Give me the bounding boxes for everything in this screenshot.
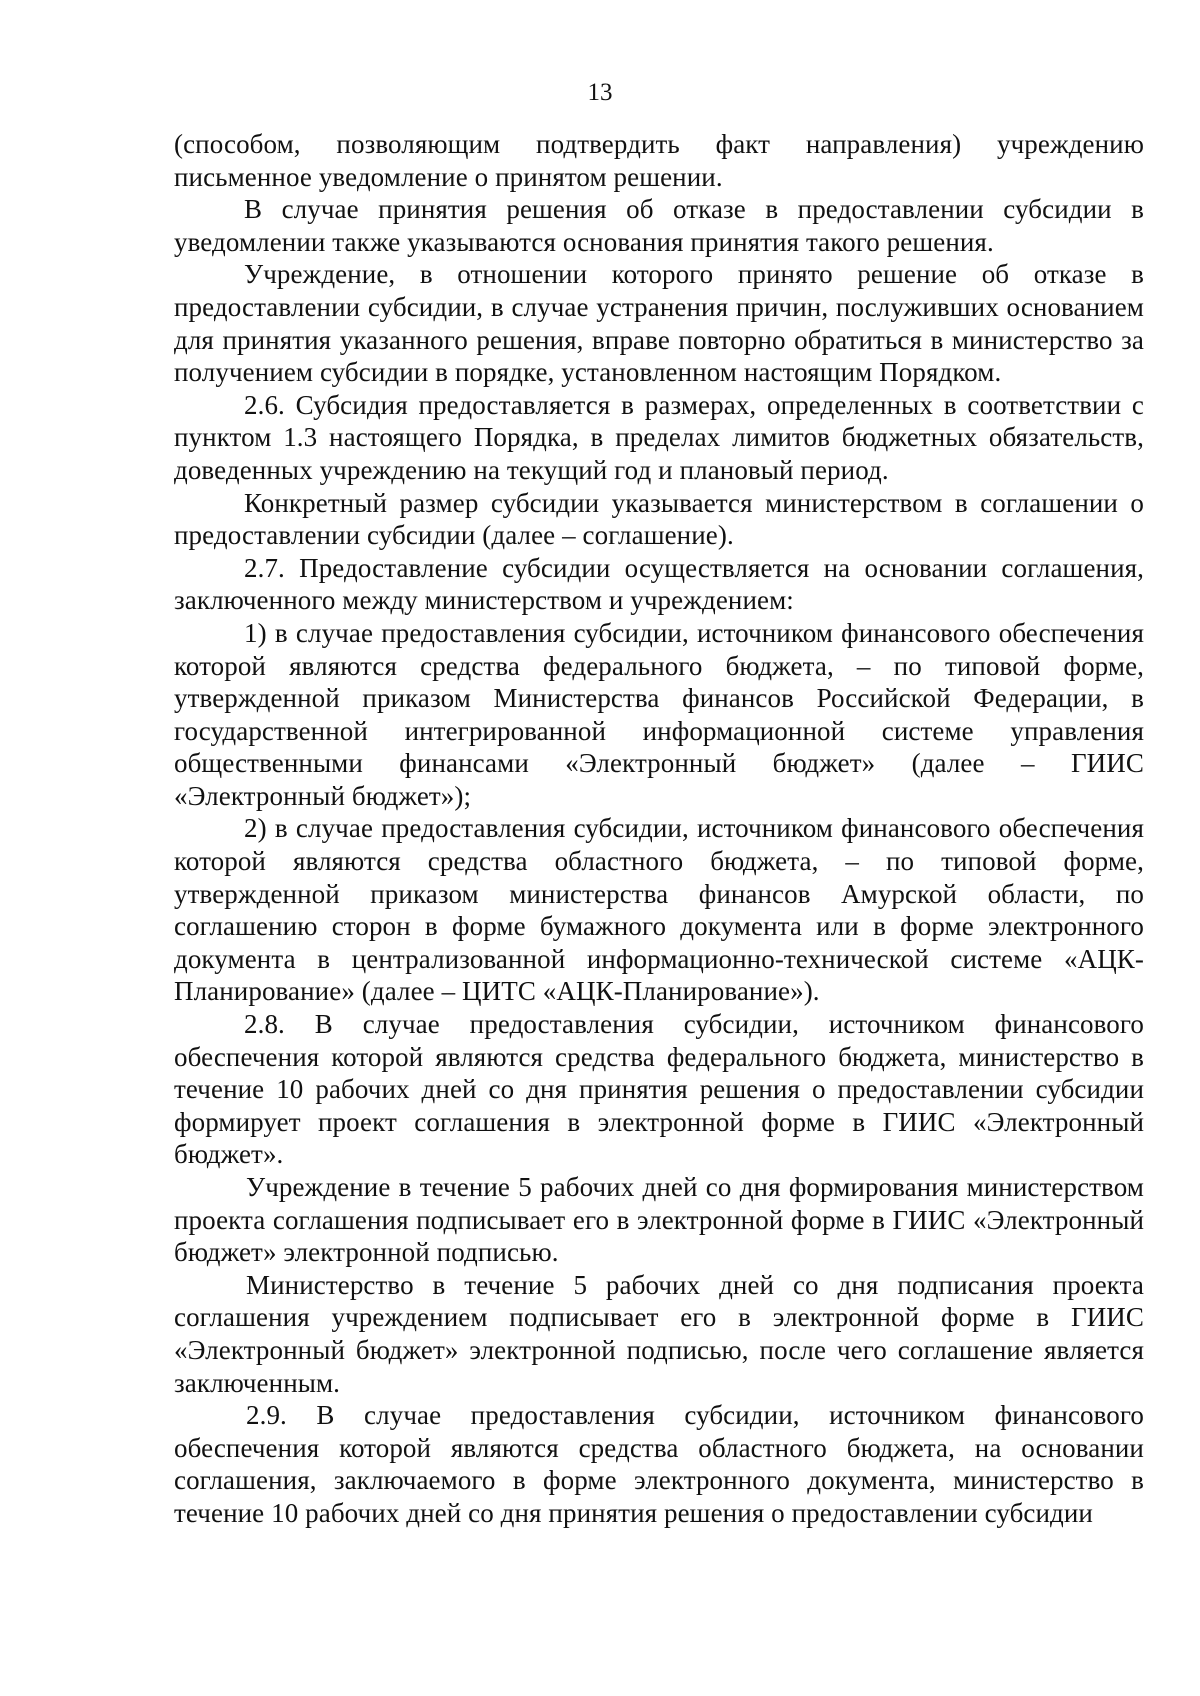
paragraph-subsidy-amount: Конкретный размер субсидии указывается министерством в соглашении о предоставлении субсидии (далее – соглашение).	[174, 487, 1144, 551]
document-body	[174, 128, 1144, 1530]
paragraph-refusal-grounds: В случае принятия решения об отказе в предоставлении субсидии в уведомлении также указываются основания принятия такого решения.	[174, 194, 1144, 257]
paragraph-2-9: 2.9. В случае предоставления субсидии, источником финансового обеспечения которой являются средства областного бюджета, на основании соглашения, заключаемого в форме электронного документа, министерство в течение 10 рабочих дней со дня принятия решения о предоставлении субсидии	[174, 1400, 1144, 1528]
page-number: 13	[587, 79, 613, 106]
paragraph-2-7-item-1: 1) в случае предоставления субсидии, источником финансового обеспечения которой являются средства федерального бюджета, – по типовой форме, утвержденной приказом Министерства финансов Российской Федерации, в государственной интегрированной информационной системе управления общественными финансами «Электронный бюджет» (далее – ГИИС «Электронный бюджет»);	[174, 617, 1144, 811]
paragraph-notification: (способом, позволяющим подтвердить факт направления) учреждению письменное уведомление о принятом решении.	[174, 129, 1144, 192]
paragraph-reapplication: Учреждение, в отношении которого принято решение об отказе в предоставлении субсидии, в случае устранения причин, послуживших основанием для принятия указанного решения, вправе повторно обратиться в министерство за получением субсидии в порядке, установленном настоящим Порядком.	[174, 259, 1144, 388]
paragraph-2-8: 2.8. В случае предоставления субсидии, источником финансового обеспечения которой являются средства федерального бюджета, министерство в течение 10 рабочих дней со дня принятия решения о предоставлении субсидии формирует проект соглашения в электронной форме в ГИИС «Электронный бюджет».	[174, 1009, 1144, 1170]
paragraph-ministry-signs: Министерство в течение 5 рабочих дней со дня подписания проекта соглашения учреждением подписывает его в электронной форме в ГИИС «Электронный бюджет» электронной подписью, после чего соглашение является заключенным.	[174, 1269, 1144, 1398]
paragraph-2-6: 2.6. Субсидия предоставляется в размерах, определенных в соответствии с пунктом 1.3 настоящего Порядка, в пределах лимитов бюджетных обязательств, доведенных учреждению на текущий год и плановый период.	[174, 389, 1144, 485]
paragraph-2-7-item-2: 2) в случае предоставления субсидии, источником финансового обеспечения которой являются средства областного бюджета, – по типовой форме, утвержденной приказом министерства финансов Амурской области, по соглашению сторон в форме бумажного документа или в форме электронного документа в централизованной информационно-технической системе «АЦК-Планирование» (далее – ЦИТС «АЦК-Планирование»).	[174, 813, 1144, 1007]
paragraph-2-7: 2.7. Предоставление субсидии осуществляется на основании соглашения, заключенного между министерством и учреждением:	[174, 552, 1144, 616]
paragraph-institution-signs: Учреждение в течение 5 рабочих дней со дня формирования министерством проекта соглашения подписывает его в электронной форме в ГИИС «Электронный бюджет» электронной подписью.	[174, 1172, 1144, 1268]
